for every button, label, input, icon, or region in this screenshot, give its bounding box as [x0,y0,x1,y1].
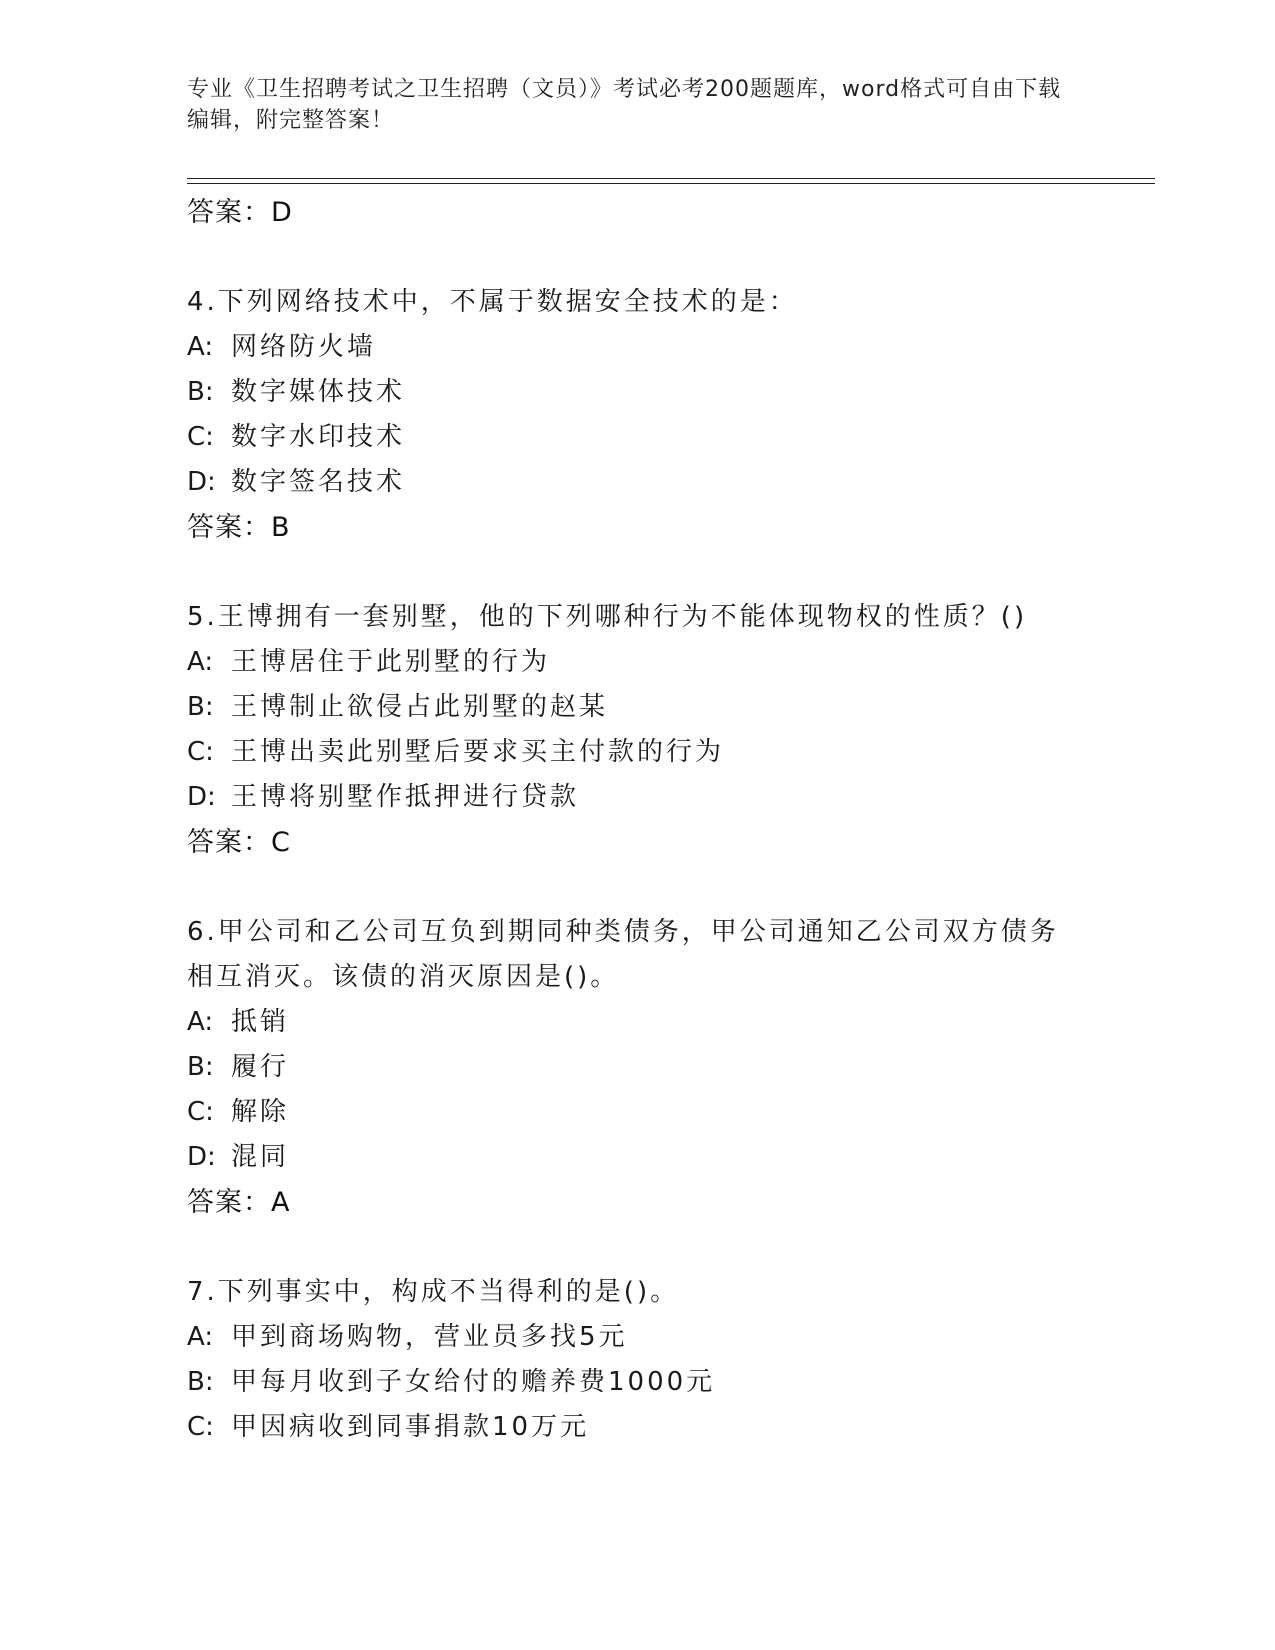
header-rule-top [187,178,1155,179]
option-text: 王博将别墅作抵押进行贷款 [231,782,580,812]
option-text: 甲到商场购物，营业员多找5元 [231,1322,628,1352]
document-header: 专业《卫生招聘考试之卫生招聘（文员）》考试必考200题题库，word格式可自由下载编辑，附完整答案！ [187,77,1062,133]
option-text: 王博居住于此别墅的行为 [231,647,551,677]
question-text: 6.甲公司和乙公司互负到期同种类债务，甲公司通知乙公司双方债务相互消灭。该债的消灭原因是()。 [187,917,1059,992]
option-key: B: [187,1052,214,1082]
question-text: 4.下列网络技术中，不属于数据安全技术的是： [187,287,798,317]
option-c [187,1405,1087,1450]
option-key: A: [187,332,214,362]
option-a [187,1315,1087,1360]
option-key: C: [187,1412,214,1442]
question-item [187,910,1087,1225]
header-rule-bottom [187,183,1155,184]
option-a [187,640,1087,685]
option-key: B: [187,377,214,407]
option-key: B: [187,692,214,722]
option-text: 数字媒体技术 [231,377,406,407]
option-text: 履行 [231,1052,290,1082]
option-b [187,1360,1087,1405]
option-a [187,325,1087,370]
answer-line: 答案：D [187,197,293,228]
option-text: 数字签名技术 [231,467,406,497]
answer-line: 答案：B [187,512,291,543]
question-text: 7.下列事实中，构成不当得利的是()。 [187,1277,680,1307]
option-key: D: [187,782,216,812]
question-item [187,595,1087,865]
option-key: C: [187,422,214,452]
answer-line: 答案：A [187,1187,291,1218]
option-text: 王博制止欲侵占此别墅的赵某 [231,692,609,722]
option-text: 解除 [231,1097,290,1127]
question-text: 5.王博拥有一套别墅，他的下列哪种行为不能体现物权的性质？() [187,602,1028,632]
option-text: 甲每月收到子女给付的赡养费1000元 [231,1367,716,1397]
option-c [187,730,1087,775]
option-c [187,1090,1087,1135]
option-key: A: [187,1322,214,1352]
option-text: 数字水印技术 [231,422,406,452]
question-list [187,190,1087,1450]
option-c [187,415,1087,460]
option-key: A: [187,647,214,677]
option-key: C: [187,1097,214,1127]
option-d [187,1135,1087,1180]
question-item [187,280,1087,550]
option-key: D: [187,1142,216,1172]
answer-line: 答案：C [187,827,291,858]
option-d [187,460,1087,505]
option-a [187,1000,1087,1045]
option-text: 混同 [231,1142,290,1172]
option-key: A: [187,1007,214,1037]
option-key: C: [187,737,214,767]
option-text: 网络防火墙 [231,332,377,362]
option-text: 甲因病收到同事捐款10万元 [231,1412,590,1442]
question-item [187,1270,1087,1450]
option-b [187,1045,1087,1090]
option-key: B: [187,1367,214,1397]
option-text: 抵销 [231,1007,290,1037]
option-d [187,775,1087,820]
option-key: D: [187,467,216,497]
option-b [187,685,1087,730]
option-text: 王博出卖此别墅后要求买主付款的行为 [231,737,725,767]
option-b [187,370,1087,415]
